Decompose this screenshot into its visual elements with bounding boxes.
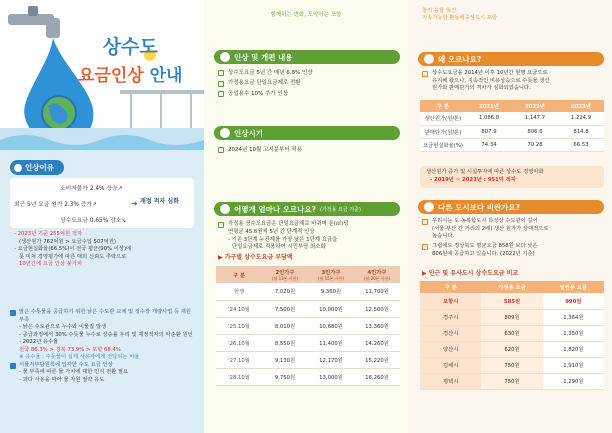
cost-table xyxy=(420,100,604,152)
reason-item: - 물 부족에 따른 물 가치에 대한 인식 전환 필요 xyxy=(19,369,129,376)
table-row: 판매단가(원/톤) 807.9 806.6 814.8 xyxy=(420,125,604,138)
triangle-bullet-icon: ▶ xyxy=(422,270,427,277)
col-header: 일반용 요금 xyxy=(543,281,604,293)
checkbox-icon xyxy=(422,219,428,225)
triangle-bullet-icon: ▶ xyxy=(218,254,223,261)
panel-rate-increase-reason xyxy=(0,0,204,433)
checkbox-icon xyxy=(218,147,224,153)
deficit-details xyxy=(14,231,194,269)
compare-body: 우리시는 도·농복합도시 특성상 수도관이 길어 (서울·부산 간 거리의 2배) 생산 원가가 상대적으로 높습니다. 그럼에도 경상북도 평균요금 858원 보다 낮은 806원에 공급하고 있습니다. (2022년 기준) xyxy=(422,218,604,258)
title-suffix: 안내 xyxy=(143,66,183,86)
panel-increase-details xyxy=(204,0,408,433)
checklist-item: 공업용수 10% 추가 인상 xyxy=(218,89,398,99)
table-row: '27.10월 9,130원 12,170원 15,220원 xyxy=(216,351,400,368)
col-header: 구 분 xyxy=(420,100,466,112)
reason-item: - 과다 사용을 막아 물 자원 절약 유도 xyxy=(19,376,105,383)
reason-heading: 시뮬저부담원칙에 입각한 수도 요금 인상 xyxy=(10,362,196,370)
section-compare: 다른 도시보다 비싼가요? xyxy=(418,200,604,214)
reason-cpi: 소비자물가 2.4% 상승↗ xyxy=(60,186,123,192)
table-row: 양산시 620원 1,820원 xyxy=(420,341,604,357)
reason-note: ※ 유수율 : 수돗물이 실제 사용자에게 전달되는 비율 xyxy=(19,354,140,361)
title-line-2 xyxy=(78,61,182,86)
table-row: 경주시 809원 1,364원 xyxy=(420,309,604,325)
compare-table-title: ▶ 인근 및 유사도시 상수도요금 비교 xyxy=(422,270,519,277)
col-header: 2023년 xyxy=(558,100,604,112)
infrastructure-reasons xyxy=(10,309,196,384)
col-header: 4인가구 (월 20톤 사용) xyxy=(354,266,400,283)
hero-title xyxy=(78,32,182,86)
section-icon xyxy=(220,204,230,214)
arrow-right-icon: ➜ xyxy=(131,199,138,208)
table-row: 생산원가(원/톤) 1,086.8 1,147.7 1,224.9 xyxy=(420,112,604,125)
reason-item: - 낡은 수도관으로 누수와 이물질 발생 xyxy=(19,324,107,331)
col-header: 2022년 xyxy=(512,100,558,112)
checklist-item: 상수도요금 5년 간 매년 6.8% 인상 xyxy=(218,68,398,78)
title-highlight: 요금인상 xyxy=(78,66,144,86)
checkbox-icon xyxy=(218,91,224,97)
checkbox-icon xyxy=(218,70,224,76)
square-bullet-icon xyxy=(10,363,16,369)
col-header: 2인가구 (월 13톤 사용) xyxy=(262,266,308,283)
reason-diagram xyxy=(10,178,194,228)
reason-item: - 2022년 유수율 xyxy=(19,339,59,346)
reason-heading: 맑은 수돗물을 공급하기 위한 낡은 수도관 교체 및 정수장 개량사업 등 재원 부족 xyxy=(10,309,196,324)
table-row: 요금현실화율(%) 74.34 70.28 66.53 xyxy=(420,138,604,151)
square-bullet-icon xyxy=(10,310,16,316)
col-header: 구 분 xyxy=(420,281,481,293)
section-reason-header xyxy=(10,160,64,175)
checkbox-icon xyxy=(422,244,428,250)
table-row: '24.10월 7,500원 10,000원 12,500원 xyxy=(216,300,400,317)
col-header: 3인가구 (월 15톤 사용) xyxy=(308,266,354,283)
section-how-much: 어떻게 얼마나 오르나요? (가정용 요금 기준) xyxy=(214,202,400,216)
reason-rate: 상수도요금 0.65% 감소↘ xyxy=(60,218,127,224)
deficit-line: (생산원가 762억원 > 요금수입 507억원) xyxy=(19,238,116,245)
table-row: '25.10월 8,010원 10,680원 13,360원 xyxy=(216,317,400,334)
section-icon xyxy=(220,52,230,62)
checklist-item: 가정용요금 단일요금제로 전환 xyxy=(218,78,398,88)
household-table-title: ▶ 가구별 상수도요금 부담액 xyxy=(218,254,293,261)
section-icon xyxy=(424,202,434,212)
increase-checklist xyxy=(218,68,398,99)
section-why: 왜 오르나요? xyxy=(418,52,604,66)
why-body: 상수도요금을 2014년 이후 10년간 현행 요금으로 유지해 왔으나, 지속적인 비용상승으로 수돗물 생산 원가와 판매단가의 격차가 심화되었습니다. xyxy=(422,70,604,93)
deficit-line: 못 미쳐 경영평가에 따른 대외 신뢰도 추락으로 xyxy=(19,253,127,260)
section-icon xyxy=(424,54,434,64)
timing-list xyxy=(218,145,398,155)
reason-cost: 최근 5년 요금 원가 2.3% 증가↗ xyxy=(14,202,97,208)
table-row: 현행 7,020원 9,360원 11,700원 xyxy=(216,283,400,300)
household-rate-table xyxy=(216,266,400,386)
reason-item: - 공급과정에서 30% 수돗물 누수로 상승률 우리 및 재정적자의 악순환 원인 xyxy=(19,331,193,338)
deficit-line: - 2023년 기준 255억원 적자 xyxy=(14,231,83,237)
section-timing: 인상시기 xyxy=(214,126,400,140)
city-compare-table xyxy=(420,281,604,390)
reason-item: 전국 86.3% > 경북 73.9% > 포항 68.4% xyxy=(19,346,121,353)
table-row: 포항시 585원 990원 xyxy=(420,293,604,309)
checkbox-icon xyxy=(422,71,428,77)
col-header: 가정용 요금 xyxy=(481,281,542,293)
checkbox-icon xyxy=(218,222,224,228)
table-row: 김해시 750원 1,910원 xyxy=(420,357,604,373)
section-icon xyxy=(220,128,230,138)
deficit-callout: 생산원가 증가 및 시설투자에 따른 상수도 경영악화 - 2019년 ~ 2023년 : 951억 적자 xyxy=(420,166,604,188)
table-row: '28.10월 9,750원 13,000원 16,260원 xyxy=(216,368,400,385)
city-slogan: 창의 융합 혁신 지속가능한 환동해중심도시 포항 xyxy=(422,8,498,22)
how-much-body: 가정용 상수도요금은 단일요금제로 바뀌며 톤(㎥)당 연평균 45.6원씩 5년 간 단계적 인상 - 기존 3단계 누진제를 가장 낮은 1단계 요금을 단일요금제로 적용하여 시민부담 최소화 xyxy=(218,221,400,252)
slogan: 함께하는 변화, 도약하는 포항 xyxy=(270,12,342,18)
table-row: '26.10월 8,550원 11,400원 14,260원 xyxy=(216,334,400,351)
col-header: 구 분 xyxy=(216,266,262,283)
section-increase-content: 인상 및 개편 내용 xyxy=(214,50,400,64)
title-line-1: 상수도 xyxy=(102,36,158,58)
deficit-line: - 요금현실화율(66.5%)이 전국 평균(90% 이상)에 xyxy=(14,246,132,253)
checkbox-icon xyxy=(218,81,224,87)
section-label: 인상이유 xyxy=(25,163,54,172)
col-header: 2021년 xyxy=(466,100,512,112)
hero-banner xyxy=(0,0,204,150)
section-bullet-icon xyxy=(14,164,22,172)
section-pill xyxy=(10,160,64,175)
table-row: 평택시 750원 1,290원 xyxy=(420,373,604,389)
panel-why-and-comparison xyxy=(408,0,612,433)
deficit-line: 10년간에 요금 인상 불가피 xyxy=(19,261,82,268)
reason-result: 재정 적자 심화 xyxy=(140,198,179,205)
checklist-item: 2024년 10월 고지분부터 적용 xyxy=(218,145,398,155)
table-row: 경산시 630원 1,350원 xyxy=(420,325,604,341)
